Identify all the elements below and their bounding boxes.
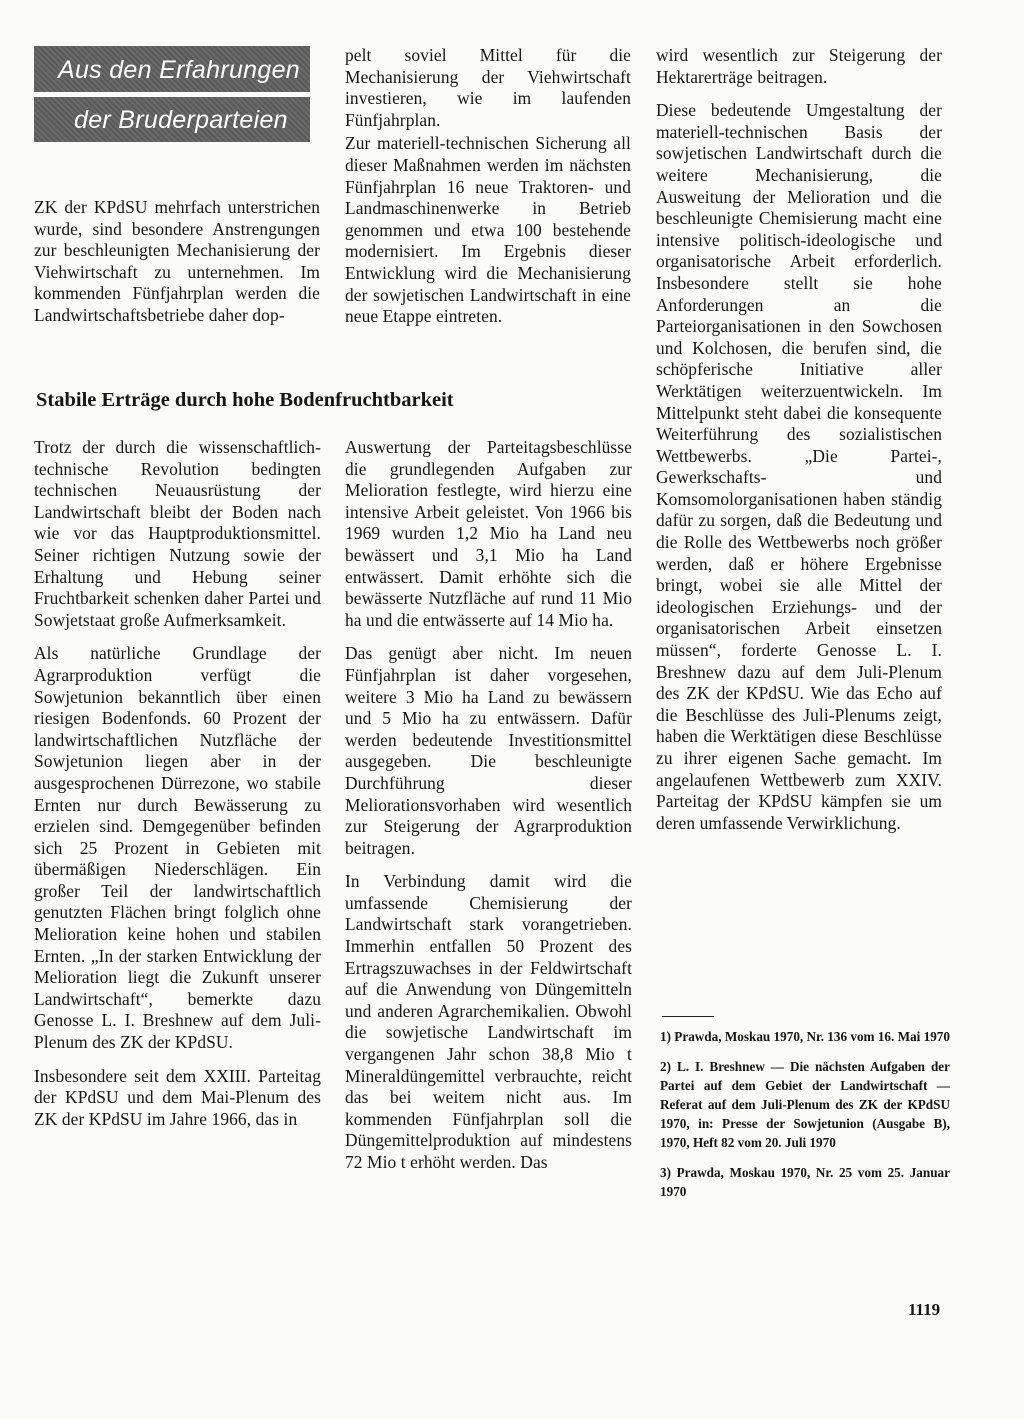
paragraph: ZK der KPdSU mehrfach unterstrichen wurde, sind besondere Anstrengungen zur beschleunigten Mechanisierung der Viehwirtschaft zu unternehmen. Im kommenden Fünfjahrplan werden die Landwirtschaftsbetriebe daher dop- [34,197,320,325]
paragraph: In Verbindung damit wird die umfassende Chemisierung der Landwirtschaft stark vorangetrieben. Immerhin entfallen 50 Prozent des Ertragszuwachses in der Feldwirtschaft auf die Anwendung von Düngemitteln und anderen Agrarchemikalien. Obwohl die sowjetische Landwirtschaft im vergangenen Jahr schon 38,8 Mio t Mineraldüngemittel verbrauchte, reicht das bei weitem nicht aus. Im kommenden Fünfjahrplan soll die Düngemittelproduktion auf mindestens 72 Mio t erhöht werden. Das [345,871,632,1172]
column-bottom-middle [345,437,632,1174]
column-top-middle [345,45,631,328]
paragraph: pelt soviel Mittel für die Mechanisierung der Viehwirtschaft investieren, wie im laufenden Fünfjahrplan. [345,45,631,130]
paragraph: Auswertung der Parteitagsbeschlüsse die grundlegenden Aufgaben zur Melioration festlegte, wird hierzu eine intensive Arbeit geleistet. Von 1966 bis 1969 wurden 1,2 Mio ha Land neu bewässert und 3,1 Mio ha Land entwässert. Damit erhöhte sich die bewässerte Nutzfläche auf rund 11 Mio ha und die entwässerte auf 14 Mio ha. [345,437,632,630]
banner-title-line-1: Aus den Erfahrungen [58,56,300,84]
column-top-left [34,197,320,327]
banner-title-line-2: der Bruderparteien [74,106,288,134]
paragraph: Insbesondere seit dem XXIII. Parteitag der KPdSU und dem Mai-Plenum des ZK der KPdSU im Jahre 1966, das in [34,1065,321,1129]
paragraph: Als natürliche Grundlage der Agrarproduktion verfügt die Sowjetunion bekanntlich über einen riesigen Bodenfonds. 60 Prozent der landwirtschaftlichen Nutzfläche der Sowjetunion liegen aber in der ausgesprochenen Dürrezone, wo stabile Ernten nur durch Bewässerung zu erzielen sind. Demgegenüber befinden sich 25 Prozent in Gebieten mit übermäßigen Niederschlägen. Ein großer Teil der landwirtschaftlich genutzten Flächen bringt folglich ohne Melioration keine hohen und stabilen Ernten. „In der starken Entwicklung der Melioration liegt die Zukunft unserer Landwirtschaft“, bemerkte dazu Genosse L. I. Breshnew auf dem Juli-Plenum des ZK der KPdSU. [34,643,321,1053]
footnote-item: 2) L. I. Breshnew — Die nächsten Aufgaben der Partei auf dem Gebiet der Landwirtschaft — Referat auf dem Juli-Plenum des ZK der KPdSU 1970, in: Presse der Sowjetunion (Ausgabe B), 1970, Heft 82 vom 20. Juli 1970 [660,1059,950,1150]
footnotes [660,1027,950,1212]
banner-divider [34,92,310,97]
paragraph: Diese bedeutende Umgestaltung der materiell-technischen Basis der sowjetischen Landwirtschaft durch die weitere Mechanisierung, die Ausweitung der Melioration und die beschleunigte Chemisierung macht eine intensive politisch-ideologische und organisatorische Arbeit erforderlich. Insbesondere stellt sie hohe Anforderungen an die Parteiorganisationen in den Sowchosen und Kolchosen, die berufen sind, die schöpferische Initiative aller Werktätigen weiterzuentwickeln. Im Mittelpunkt steht dabei die konsequente Weiterführung des sozialistischen Wettbewerbs. „Die Partei-, Gewerkschafts- und Komsomolorganisationen haben ständig dafür zu sorgen, daß die Bedeutung und die Rolle des Wettbewerbs noch größer werden, daß er höhere Ergebnisse bringt, wobei sie alle Mittel der ideologischen Erziehungs- und der organisatorischen Arbeit einsetzen müssen“, forderte Genosse L. I. Breshnew dazu auf dem Juli-Plenum des ZK der KPdSU. Wie das Echo auf die Beschlüsse des Juli-Plenums zeigt, haben die Werktätigen diese Beschlüsse zu ihrer eigenen Sache gemacht. Im angelaufenen Wettbewerb zum XXIV. Parteitag der KPdSU kämpfen sie um deren umfassende Verwirklichung. [656,100,942,833]
paragraph: Trotz der durch die wissenschaftlich-technische Revolution bedingten technischen Neuausrüstung der Landwirtschaft bleibt der Boden nach wie vor das Hauptproduktionsmittel. Seiner richtigen Nutzung sowie der Erhaltung und Hebung seiner Fruchtbarkeit schenken daher Partei und Sowjetstaat große Aufmerksamkeit. [34,437,321,630]
footnote-divider [662,1016,714,1017]
section-heading: Stabile Erträge durch hohe Bodenfruchtbarkeit [36,389,454,411]
footnote-item: 1) Prawda, Moskau 1970, Nr. 136 vom 16. Mai 1970 [660,1029,950,1044]
section-header-banner [34,46,310,142]
footnote-item: 3) Prawda, Moskau 1970, Nr. 25 vom 25. Januar 1970 [660,1165,950,1199]
column-bottom-left [34,437,321,1130]
paragraph: wird wesentlich zur Steigerung der Hektarerträge beitragen. [656,45,942,87]
column-right [656,45,942,834]
paragraph: Das genügt aber nicht. Im neuen Fünfjahrplan ist daher vorgesehen, weitere 3 Mio ha Land zu bewässern und 5 Mio ha zu entwässern. Dafür werden bedeutende Investitionsmittel ausgegeben. Die beschleunigte Durchführung dieser Meliorationsvorhaben wird wesentlich zur Steigerung der Agrarproduktion beitragen. [345,643,632,858]
page-number: 1119 [908,1300,941,1319]
paragraph: Zur materiell-technischen Sicherung all dieser Maßnahmen werden im nächsten Fünfjahrplan 16 neue Traktoren- und Landmaschinenwerke in Betrieb genommen und etwa 100 bestehende modernisiert. Im Ergebnis dieser Entwicklung wird die Mechanisierung der sowjetischen Landwirtschaft in eine neue Etappe eintreten. [345,133,631,327]
